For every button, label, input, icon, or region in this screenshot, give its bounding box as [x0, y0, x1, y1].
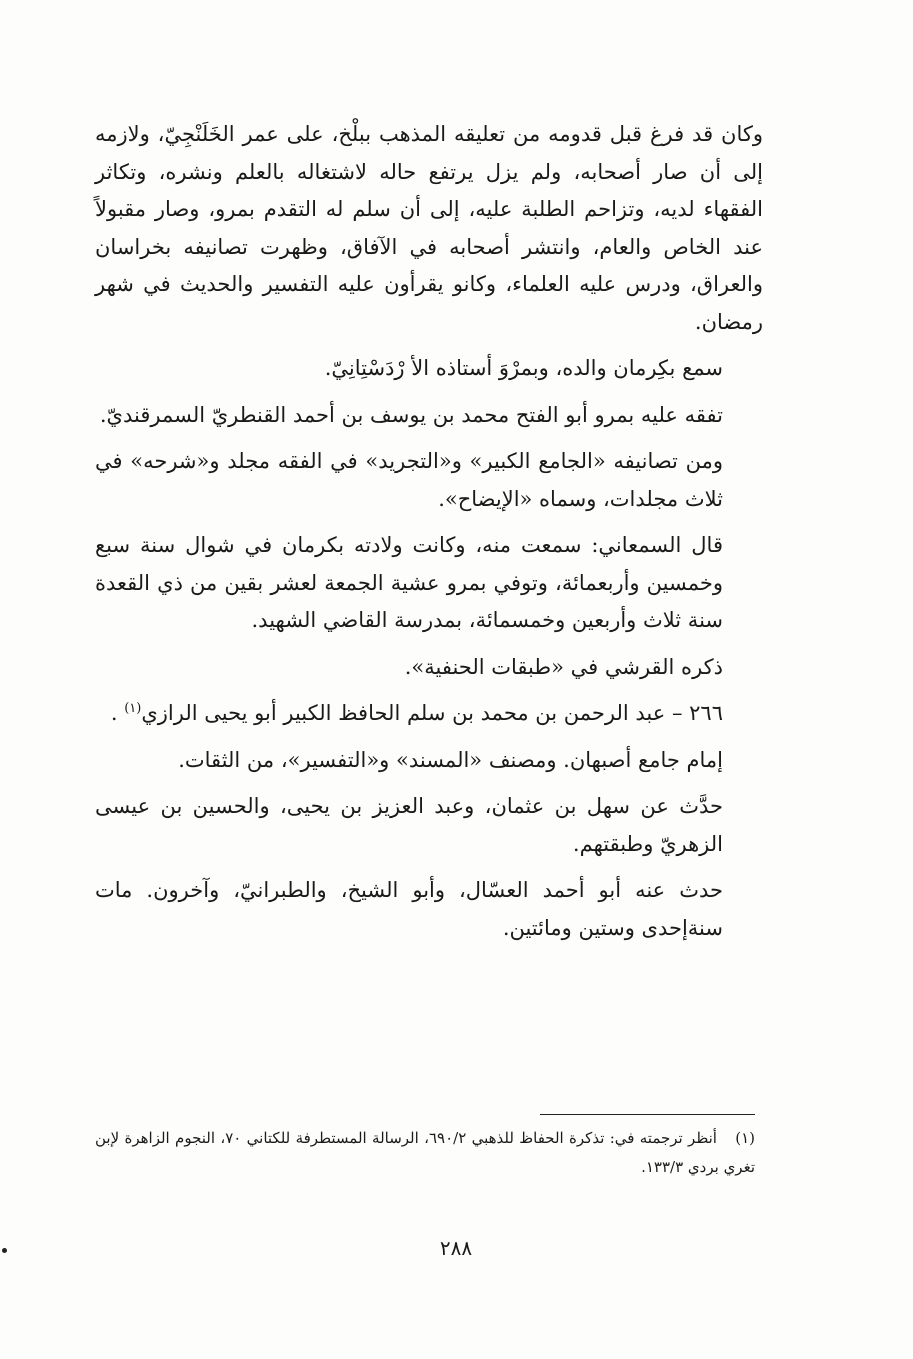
page-number: ٢٨٨ [439, 1236, 473, 1260]
paragraph-students: تفقه عليه بمرو أبو الفتح محمد بن يوسف بن أحمد القنطريّ السمرقنديّ. [99, 402, 723, 427]
paragraph-samani-quote: قال السمعاني: سمعت منه، وكانت ولادته بكرمان في شوال سنة سبع وخمسين وأربعمائة، وتوفي بمرو عشية الجمعة لعشر بقين من ذي القعدة سنة ثلاث وأربعين وخمسمائة، بمدرسة القاضي الشهيد. [95, 533, 723, 632]
entry-line-narrated-by: حدث عنه أبو أحمد العسّال، وأبو الشيخ، والطبرانيّ، وآخرون. مات سنةإحدى وستين ومائتين. [95, 878, 723, 940]
entry-heading-text: ٢٦٦ – عبد الرحمن بن محمد بن سلم الحافظ الكبير أبو يحيى الرازي [141, 701, 723, 725]
entry-heading-end: . [110, 701, 118, 725]
footnote-reference: (١) [124, 701, 142, 716]
paragraph-works: ومن تصانيفه «الجامع الكبير» و«التجريد» في الفقه مجلد و«شرحه» في ثلاث مجلدات، وسماه «الإيضاح». [95, 449, 723, 511]
paragraph-qurashi-reference: ذكره القرشي في «طبقات الحنفية». [404, 654, 723, 679]
footnote-text: أنظر ترجمته في: تذكرة الحفاظ للذهبي ٦٩٠/٢، الرسالة المستطرفة للكتاني ٧٠، النجوم الزاهرة لإبن تغري بردي ١٣٣/٣. [95, 1129, 755, 1176]
scan-speck [2, 1248, 7, 1253]
footnote [95, 1124, 755, 1182]
paragraph-biography: وكان قد فرغ قبل قدومه من تعليقه المذهب ببلْخ، على عمر الخَلَنْجِيّ، ولازمه إلى أن صار أصحابه، ولم يزل يرتفع حاله لاشتغاله بالعلم ونشره، وتكاثر الفقهاء لديه، وتزاحم الطلبة عليه، إلى أن سلم له التقدم بمرو، وصار مقبولاً عند الخاص والعام، وانتشر أصحابه في الآفاق، وظهرت تصانيفه بخراسان والعراق، ودرس عليه العلماء، وكانو يقرأون عليه التفسير والحديث في شهر رمضان. [95, 122, 763, 334]
footnote-divider [540, 1114, 755, 1115]
paragraph-heard-from: سمع بكِرمان والده، وبمرْوَ أستاذه الأ رْدَسْتِانِيّ. [324, 356, 723, 380]
footnote-number: (١) [735, 1129, 755, 1147]
entry-line-imam: إمام جامع أصبهان. ومصنف «المسند» و«التفسير»، من الثقات. [178, 747, 723, 772]
main-text [95, 116, 763, 956]
entry-line-narrated-from: حدَّث عن سهل بن عثمان، وعبد العزيز بن يحيى، والحسين بن عيسى الزهريّ وطبقتهم. [95, 794, 723, 856]
entry-heading [95, 695, 763, 733]
